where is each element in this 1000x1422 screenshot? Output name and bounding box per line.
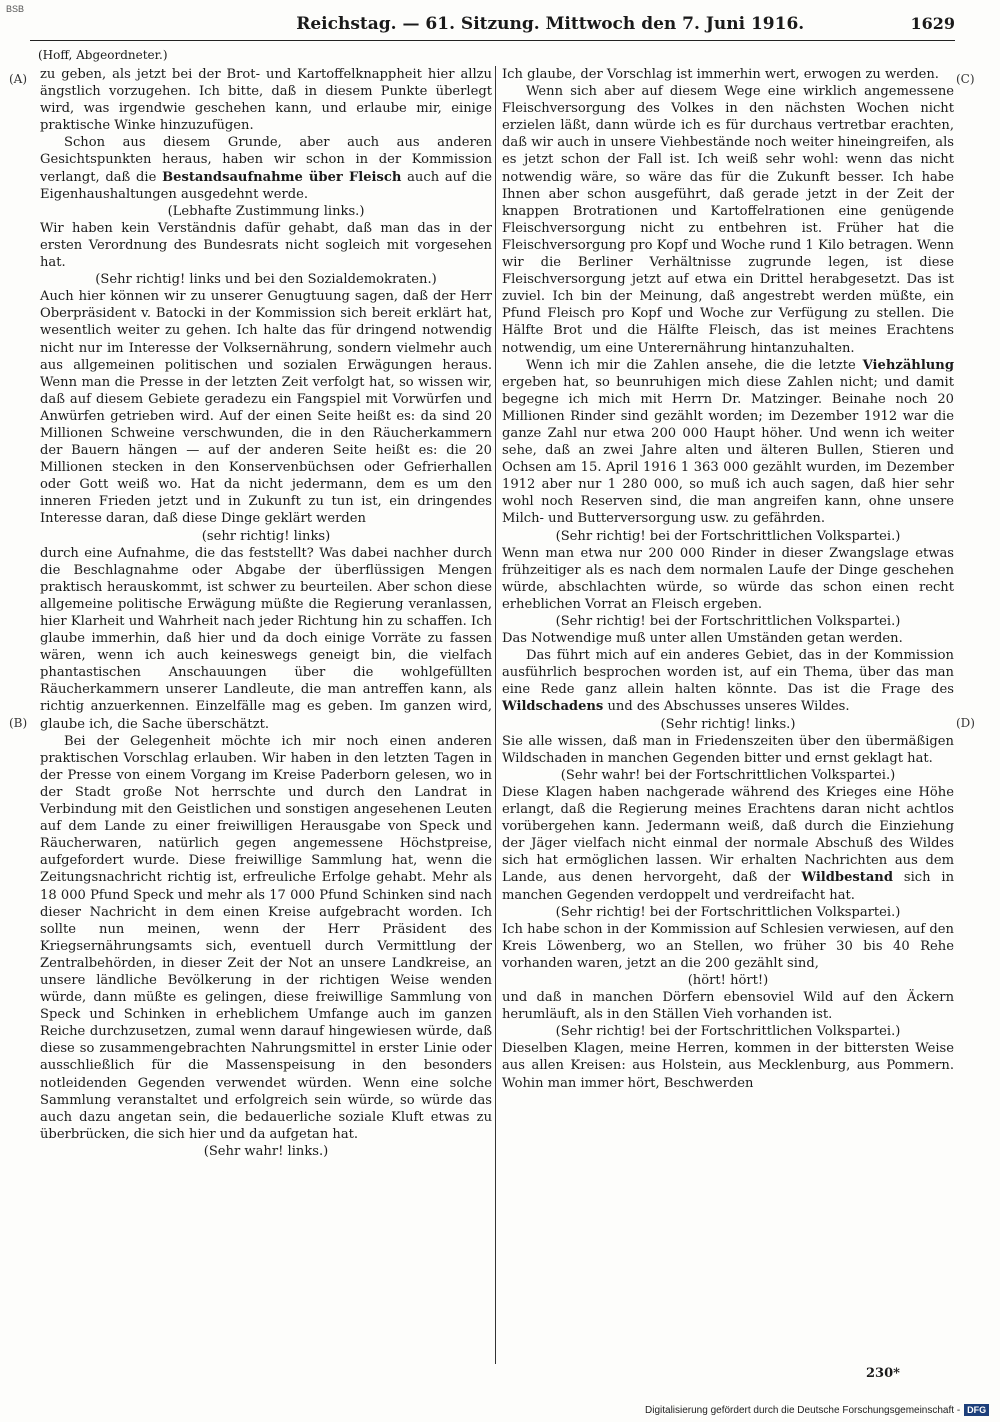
interjection: (Sehr wahr! bei der Fortschrittlichen Volkspartei.) (560, 767, 896, 783)
margin-marker-b: (B) (9, 716, 28, 730)
paragraph: Wenn man etwa nur 200 000 Rinder in dieser Zwangslage etwas frühzeitiger als es nach dem normalen Laufe der Dinge geschehen würde, abschlachten würde, so würde das schon einen recht erheblichen Vorrat an Fleisch ergeben. (502, 545, 954, 612)
paragraph: Sie alle wissen, daß man in Friedenszeiten über den übermäßigen Wildschaden in manchen Gegenden bitter und ernst geklagt hat. (502, 733, 954, 766)
paragraph: Schon aus diesem Grunde, aber auch aus anderen Gesichtspunkten heraus, haben wir schon in der Kommission verlangt, daß die Bestandsaufnahme über Fleisch auch auf die Eigenhaushaltungen ausgedehnt werde. (40, 135, 492, 202)
margin-marker-d: (D) (956, 716, 975, 730)
interjection: (hört! hört!) (687, 972, 769, 988)
right-column (502, 66, 954, 1092)
running-title: Reichstag. — 61. Sitzung. Mittwoch den 7. Juni 1916. (296, 14, 805, 34)
left-column (40, 66, 492, 1160)
paragraph: Auch hier können wir zu unserer Genugtuung sagen, daß der Herr Oberpräsident v. Batocki in der Kommission sich bereit erklärt hat, wesentlich weiter zu gehen. Ich halte das für dringend notwendig nicht nur im Interesse der Volksernährung, sondern vielmehr auch aus allgemeinen politischen und sozialen Erwägungen heraus. Wenn man die Presse in der letzten Zeit verfolgt hat, so wissen wir, daß auf diesem Gebiete geradezu ein Fangspiel mit Vorwürfen und Anwürfen getrieben wird. Auf der einen Seite heißt es: da sind 20 Millionen Schweine verschwunden, die in den Räucherkammern der Bauern hängen — auf der anderen Seite heißt es: die 20 Millionen stecken in den Konservenbüchsen oder Gefrierhallen oder Gott weiß wo. Hat da nicht jedermann, dem es um den inneren Frieden jetzt und in Zukunft zu tun ist, ein dringendes Interesse daran, daß diese Dinge geklärt werden (40, 289, 492, 527)
column-divider (495, 66, 496, 1364)
interjection: (sehr richtig! links) (201, 528, 331, 544)
interjection: (Lebhafte Zustimmung links.) (167, 203, 365, 219)
margin-marker-a: (A) (9, 72, 28, 86)
paragraph: Ich glaube, der Vorschlag ist immerhin wert, erwogen zu werden. (502, 67, 939, 82)
interjection: (Sehr richtig! bei der Fortschrittlichen Volkspartei.) (555, 614, 901, 629)
dfg-logo: DFG (964, 1404, 989, 1416)
speaker-label: (Hoff, Abgeordneter.) (38, 48, 168, 62)
paragraph: Bei der Gelegenheit möchte ich mir noch einen anderen praktischen Vorschlag erlauben. Wir haben in den letzten Tagen in der Presse von einem Vorgang im Kreise Paderborn gelesen, wo in der Stadt große Not herrschte und durch den Landrat in Verbindung mit den Geistlichen und sonstigen angesehenen Leuten auf dem Lande zu einer freiwilligen Herausgabe von Speck und Räucherwaren, natürlich gegen angemessene Höchstpreise, aufgefordert wurde. Diese freiwillige Sammlung hat, wenn die Zeitungsnachricht richtig ist, erfreuliche Erfolge gehabt. Mehr als 18 000 Pfund Speck und mehr als 17 000 Pfund Schinken sind nach dieser Nachricht in dem einen Kreise aufgebracht worden. Ich sollte nun meinen, wenn der Herr Präsident des Kriegsernährungsamts sich, eventuell durch Vermittlung der Zentralbehörden, in dieser Zeit der Not an unsere Landkreise, an unsere ländliche Bevölkerung in der richtigen Weise wenden würde, dann müßte es gelingen, diese freiwillige Sammlung von Speck und Schinken in erheblichem Umfange auch im ganzen Reiche durchzusetzen, zumal wenn darauf hingewiesen würde, daß diese so zusammengebrachten Nahrungsmittel in erster Linie oder ausschließlich für die Massenspeisung in den besonders notleidenden Gegenden verwendet würden. Wenn eine solche Sammlung veranstaltet und erfolgreich sein würde, so würde das auch dazu angetan sein, die bedauerliche soziale Kluft etwas zu überbrücken, die sich hier und da aufgetan hat. (40, 733, 492, 1142)
paragraph: Das führt mich auf ein anderes Gebiet, das in der Kommission ausführlich besprochen worden ist, auf ein Thema, über das man eine Rede ganz allein halten könnte. Das ist die Frage des Wildschadens und des Abschusses unseres Wildes. (502, 648, 954, 715)
paragraph: durch eine Aufnahme, die das feststellt? Was dabei nachher durch die Beschlagnahme oder Abgabe der überflüssigen Mengen praktisch herauskommt, ist schwer zu beurteilen. Aber schon diese allgemeine politische Erwägung müßte die Regierung veranlassen, hier Klarheit und Wahrheit nach jeder Richtung hin zu schaffen. Ich glaube immerhin, daß hier und da doch einige Vorräte zu fassen wären, wenn ich auch keineswegs geneigt bin, die vielfach phantastischen Anschauungen über die wohlgefüllten Räucherkammern unserer Landleute, die man antreffen kann, als richtig anzuerkennen. Einzelfälle mag es geben. Im ganzen wird, glaube ich, die Sache überschätzt. (40, 545, 492, 732)
paragraph: Diese Klagen haben nachgerade während des Krieges eine Höhe erlangt, daß die Regierung meines Erachtens daran nicht achtlos vorübergehen kann. Jedermann weiß, daß durch die Einziehung der Jäger vielfach nicht einmal der normale Abschuß des Wildes sich hat ermöglichen lassen. Wir erhalten Nachrichten aus dem Lande, aus denen hervorgeht, daß der Wildbestand sich in manchen Gegenden verdoppelt und verdreifacht hat. (502, 784, 954, 903)
paragraph: zu geben, als jetzt bei der Brot- und Kartoffelknappheit hier allzu ängstlich vorzugehen. Ich bitte, daß in diesem Punkte überlegt wird, was irgendwie geschehen kann, und erlaube mir, einige praktische Winke hinzuzufügen. (40, 67, 492, 134)
paragraph: und daß in manchen Dörfern ebensoviel Wild auf den Äckern herumläuft, als in den Ställen Vieh vorhanden ist. (502, 990, 954, 1023)
footer-text: Digitalisierung gefördert durch die Deutsche Forschungsgemeinschaft - (645, 1404, 961, 1416)
paragraph: Wenn ich mir die Zahlen ansehe, die die letzte Viehzählung ergeben hat, so beunruhigen mich diese Zahlen nicht; und damit begegne ich mich mit Herrn Dr. Matzinger. Beinahe noch 20 Millionen Rinder sind gezählt worden; im Dezember 1912 war die ganze Zahl nur etwa 200 000 Haupt höher. Und wenn ich weiter sehe, daß an zwei Jahre alten und älteren Bullen, Stieren und Ochsen am 15. April 1916 1 363 000 gezählt wurden, im Dezember 1912 aber nur 1 280 000, so muß ich auch sagen, daß hier sehr wohl noch Reserven sind, die man angreifen kann, ohne unsere Milch- und Butterversorgung usw. zu gefährden. (502, 357, 954, 527)
interjection: (Sehr richtig! bei der Fortschrittlichen Volkspartei.) (555, 904, 901, 920)
margin-marker-c: (C) (956, 72, 975, 86)
paragraph: Wenn sich aber auf diesem Wege eine wirklich angemessene Fleischversorgung des Volkes in den nächsten Wochen nicht erzielen läßt, dann würde ich es für durchaus vertretbar erachten, daß wir auch in unsere Viehbestände noch weiter hineingreifen, als es jetzt schon der Fall ist. Ich weiß sehr wohl: wenn das nicht notwendig wäre, so wäre das für die Zukunft besser. Ich habe Ihnen aber schon ausgeführt, daß gerade jetzt in der Zeit der knappen Brotrationen und Kartoffelrationen eine genügende Fleischversorgung nicht zu entbehren ist. Früher hat die Fleischversorgung pro Kopf und Woche rund 1 Kilo betragen. Wenn wir die Berliner Verhältnisse zugrunde legen, ist diese Fleischversorgung jetzt auf etwa ein Drittel herabgesetzt. Das ist zuviel. Ich bin der Meinung, daß angestrebt werden müßte, ein Pfund Fleisch pro Kopf und Woche zur Verfügung zu stellen. Die Hälfte Brot und die Hälfte Fleisch, das ist meines Erachtens notwendig, um eine Unterernährung hintanzuhalten. (502, 84, 954, 356)
library-mark: BSB (6, 4, 25, 14)
paragraph: Das Notwendige muß unter allen Umständen getan werden. (502, 631, 903, 647)
paragraph: Wir haben kein Verständnis dafür gehabt, daß man das in der ersten Verordnung des Bundesrats nicht sogleich mit vorgesehen hat. (40, 220, 492, 271)
page-header (30, 14, 955, 41)
paragraph: Dieselben Klagen, meine Herren, kommen in der bittersten Weise aus allen Kreisen: aus Holstein, aus Mecklenburg, aus Pommern. Wohin man immer hört, Beschwerden (502, 1041, 954, 1091)
interjection: (Sehr richtig! bei der Fortschrittlichen Volkspartei.) (555, 528, 901, 544)
footer (645, 1404, 989, 1416)
interjection: (Sehr richtig! links und bei den Sozialdemokraten.) (95, 272, 437, 288)
signature-mark: 230* (866, 1366, 900, 1381)
page-number: 1629 (910, 14, 955, 33)
paragraph: Ich habe schon in der Kommission auf Schlesien verwiesen, auf den Kreis Löwenberg, wo an Stellen, wo früher 30 bis 40 Rehe vorhanden waren, jetzt an die 200 gezählt sind, (502, 921, 954, 971)
interjection: (Sehr wahr! links.) (203, 1143, 329, 1159)
interjection: (Sehr richtig! bei der Fortschrittlichen Volkspartei.) (555, 1024, 901, 1040)
interjection: (Sehr richtig! links.) (660, 716, 796, 732)
